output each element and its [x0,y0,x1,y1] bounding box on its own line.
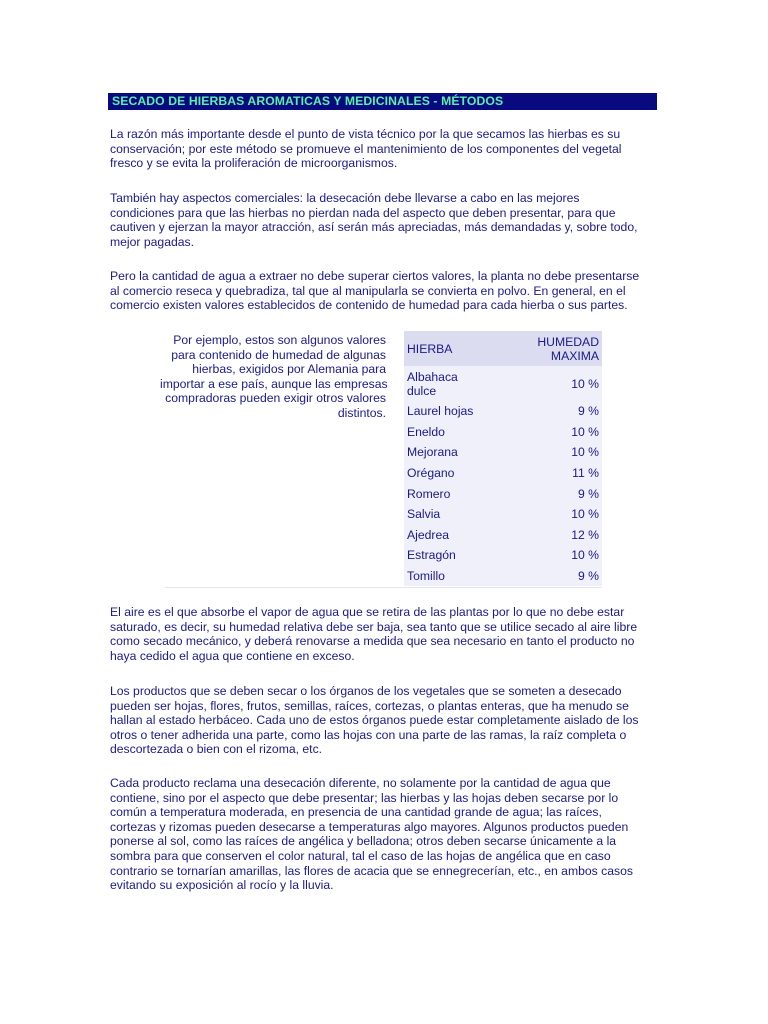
humidity-cell: 10 % [520,504,602,525]
paragraph-line: ponerse al sol, como las raíces de angélica y belladona; otros deben secarse únicamente a la [110,834,617,849]
table-divider [165,587,602,588]
paragraph-air [110,605,660,663]
side-note-line: Por ejemplo, estos son algunos valores [173,333,386,347]
table-row [404,525,602,546]
section-title: SECADO DE HIERBAS AROMATICAS Y MEDICINALES - MÉTODOS [108,93,657,110]
paragraph-line: pueden ser hojas, flores, frutos, semillas, raíces, cortezas, o plantas enteras, que ha menudo se [110,698,629,713]
paragraph-line: evitando su exposición al rocío y la lluvia. [110,878,334,893]
column-header-herb: HIERBA [404,331,520,366]
paragraph-water-amount [110,269,660,313]
table-row [404,566,602,587]
side-note-line: compradoras pueden exigir otros valores [165,391,386,406]
humidity-table [404,331,602,586]
humidity-cell: 9 % [520,566,602,587]
paragraph-line: hallan al estado herbáceo. Cada uno de estos órganos puede estar completamente aislado de los [110,713,639,728]
paragraph-line: contiene, sino por el aspecto que debe presentar; las hierbas y las hojas deben secarse por lo [110,790,619,805]
paragraph-line: cortezas y rizomas pueden desecarse a temperaturas algo mayores. Algunos productos pueden [110,819,629,834]
paragraph-line: Los productos que se deben secar o los órganos de los vegetales que se someten a desecado [110,684,622,698]
paragraph-line: otros o tener adherida una parte, como las hojas con una parte de las ramas, la raíz completa o [110,727,627,742]
paragraph-drying-conditions [110,776,660,893]
humidity-cell: 10 % [520,366,602,401]
herb-cell: Estragón [404,545,520,566]
herb-cell: Eneldo [404,422,520,443]
humidity-cell: 9 % [520,483,602,504]
paragraph-commercial [110,191,660,249]
paragraph-line: Cada producto reclama una desecación diferente, no solamente por la cantidad de agua que [110,776,611,790]
paragraph-line: cautiven y ejerzan la mayor atracción, así serán más apreciadas, más demandadas y, sobre todo, [110,220,638,235]
herb-cell: Orégano [404,463,520,484]
table-row [404,401,602,422]
herb-cell: Salvia [404,504,520,525]
column-header-humidity-line1: HUMEDAD [537,334,599,349]
paragraph-line: condiciones para que las hierbas no pierdan nada del aspecto que deben presentar, para que [110,205,616,220]
paragraph-line: como secado mecánico, y deberá renovarse a medida que sea necesario en tanto el producto no [110,634,635,649]
herb-cell [404,366,520,401]
paragraph-products [110,684,660,757]
paragraph-line: haya cedido el agua que contiene en exceso. [110,648,355,663]
paragraph-line: sombra para que conserven el color natural, tal el caso de las hojas de angélica que en caso [110,848,611,863]
herb-cell: Tomillo [404,566,520,587]
paragraph-line: comercio existen valores establecidos de contenido de humedad para cada hierba o sus partes. [110,298,628,313]
paragraph-line: saturado, es decir, su humedad relativa debe ser baja, sea tanto que se utilice secado al aire libre [110,619,638,634]
paragraph-conservation [110,127,660,171]
paragraph-line: El aire es el que absorbe el vapor de agua que se retira de las plantas por lo que no debe estar [110,605,625,619]
side-note-line: distintos. [337,405,386,420]
table-row [404,422,602,443]
paragraph-line: fresco y se evita la proliferación de microorganismos. [110,156,398,171]
herb-name-line1: Albahaca [407,369,458,384]
paragraph-line: mejor pagadas. [110,234,195,249]
table-row [404,545,602,566]
herb-cell: Laurel hojas [404,401,520,422]
column-header-humidity [520,331,602,366]
humidity-cell: 10 % [520,422,602,443]
paragraph-line: También hay aspectos comerciales: la desecación debe llevarse a cabo en las mejores [110,191,580,205]
paragraph-line: contrario se tornarían amarillas, las flores de acacia que se ennegrecerían, etc., en ambos casos [110,863,633,878]
side-note-line: hierbas, exigidos por Alemania para [192,362,386,377]
humidity-cell: 10 % [520,545,602,566]
humidity-cell: 10 % [520,442,602,463]
paragraph-line: Pero la cantidad de agua a extraer no debe superar ciertos valores, la planta no debe presentarse [110,269,640,283]
herb-cell: Ajedrea [404,525,520,546]
table-header-row [404,331,602,366]
humidity-cell: 11 % [520,463,602,484]
table-row [404,463,602,484]
table-row [404,504,602,525]
paragraph-line: conservación; por este método se promueve el mantenimiento de los componentes del vegetal [110,141,622,156]
paragraph-line: común a temperatura moderada, en presencia de una cantidad grande de agua; las raíces, [110,805,602,820]
paragraph-line: al comercio reseca y quebradiza, tal que al manipularla se convierta en polvo. En general, en el [110,283,626,298]
herb-cell: Romero [404,483,520,504]
paragraph-line: La razón más importante desde el punto de vista técnico por la que secamos las hierbas es su [110,127,621,141]
table-row [404,366,602,401]
table-side-note [160,333,386,421]
herb-cell: Mejorana [404,442,520,463]
herb-name-line2: dulce [407,383,437,398]
humidity-cell: 9 % [520,401,602,422]
humidity-cell: 12 % [520,525,602,546]
side-note-line: importar a ese país, aunque las empresas [160,376,388,391]
paragraph-line: descortezada o bien con el rizoma, etc. [110,742,323,757]
table-row [404,483,602,504]
table-row [404,442,602,463]
side-note-line: para contenido de humedad de algunas [171,347,386,362]
column-header-humidity-line2: MAXIMA [550,348,599,363]
